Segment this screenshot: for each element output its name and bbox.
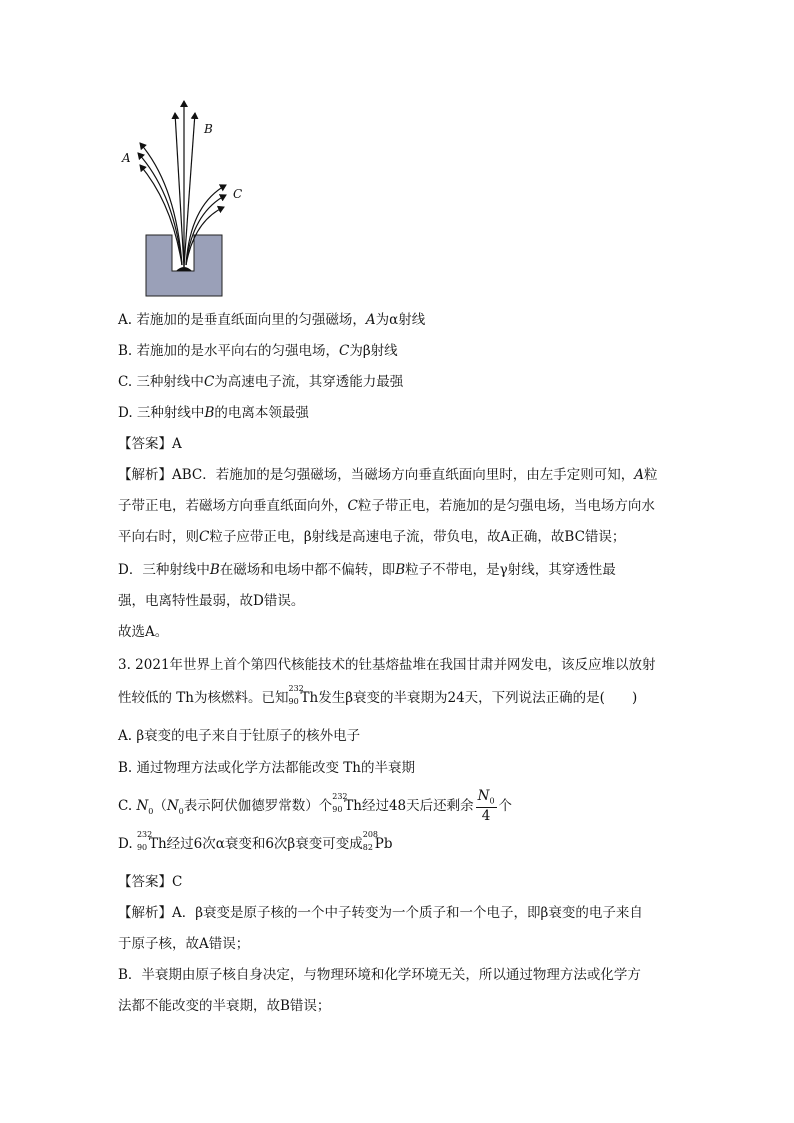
nuclide-pb: 208 82 Pb [362,830,393,852]
q2-option-a: A. 若施加的是垂直纸面向里的匀强磁场，A为α射线 [118,312,426,328]
q3-option-a: A. β衰变的电子来自于钍原子的核外电子 [118,728,361,744]
q3-answer: 【答案】C [118,874,183,890]
q3-option-b: B. 通过物理方法或化学方法都能改变 Th的半衰期 [118,760,415,776]
radioactive-source [176,267,192,271]
q3-stem-line1: 3. 2021年世界上首个第四代核能技术的钍基熔盐堆在我国甘肃并网发电，该反应堆以放射 [118,657,656,673]
q2-analysis-line5: 强，电离特性最弱，故D错误。 [118,593,305,609]
q2-answer: 【答案】A [118,436,182,452]
q3-option-c: C. $N_0(N_0$表示阿伏伽德罗常数）个 232 90 Th经过48天后还剩余 $\frac{N_0}{4}$ 个 [118,788,513,824]
label-a: A [122,151,131,165]
q3-analysis-line2: 于原子核，故A错误； [118,936,250,952]
q2-conclusion: 故选A。 [118,624,169,640]
q3-analysis-line1: 【解析】A．β衰变是原子核的一个中子转变为一个质子和一个电子，即β衰变的电子来自 [118,905,643,921]
q3-analysis-line3: B．半衰期由原子核自身决定，与物理环境和化学环境无关，所以通过物理方法或化学方 [118,967,641,983]
q3-option-d: D. 232 90 Th经过6次α衰变和6次β衰变可变成 208 82 Pb [118,830,393,852]
q2-analysis-line3: 平向右时，则C粒子应带正电，β射线是高速电子流，带负电，故A正确，故BC错误； [118,529,626,545]
label-c: C [233,187,243,201]
fraction-n0-over-4: $\frac{N_0}{4}$ [477,788,495,824]
q3-stem-line2: 性较低的 Th为核燃料。已知 232 90 Th发生β衰变的半衰期为24天，下列说法正确的是( ) [118,684,638,706]
q2-option-d: D. 三种射线中B的电离本领最强 [118,405,309,421]
q2-option-c: C. 三种射线中C为高速电子流，其穿透能力最强 [118,374,404,390]
q3-analysis-line4: 法都不能改变的半衰期，故B错误； [118,998,331,1014]
nuclide-th: 232 90 Th [136,830,167,852]
nuclide-th: 232 90 Th [332,792,362,815]
nuclide-th: 232 90 Th [288,684,319,706]
q2-option-b: B. 若施加的是水平向右的匀强电场，C为β射线 [118,343,398,359]
q2-analysis-line4: D．三种射线中B在磁场和电场中都不偏转，即B粒子不带电，是γ射线，其穿透性最 [118,562,616,578]
label-b: B [204,122,213,136]
q2-analysis-line1: 【解析】ABC．若施加的是匀强磁场，当磁场方向垂直纸面向里时，由左手定则可知，A粒 [118,467,658,483]
q2-analysis-line2: 子带正电，若磁场方向垂直纸面向外，C粒子带正电，若施加的是匀强电场，当电场方向水 [118,498,655,514]
